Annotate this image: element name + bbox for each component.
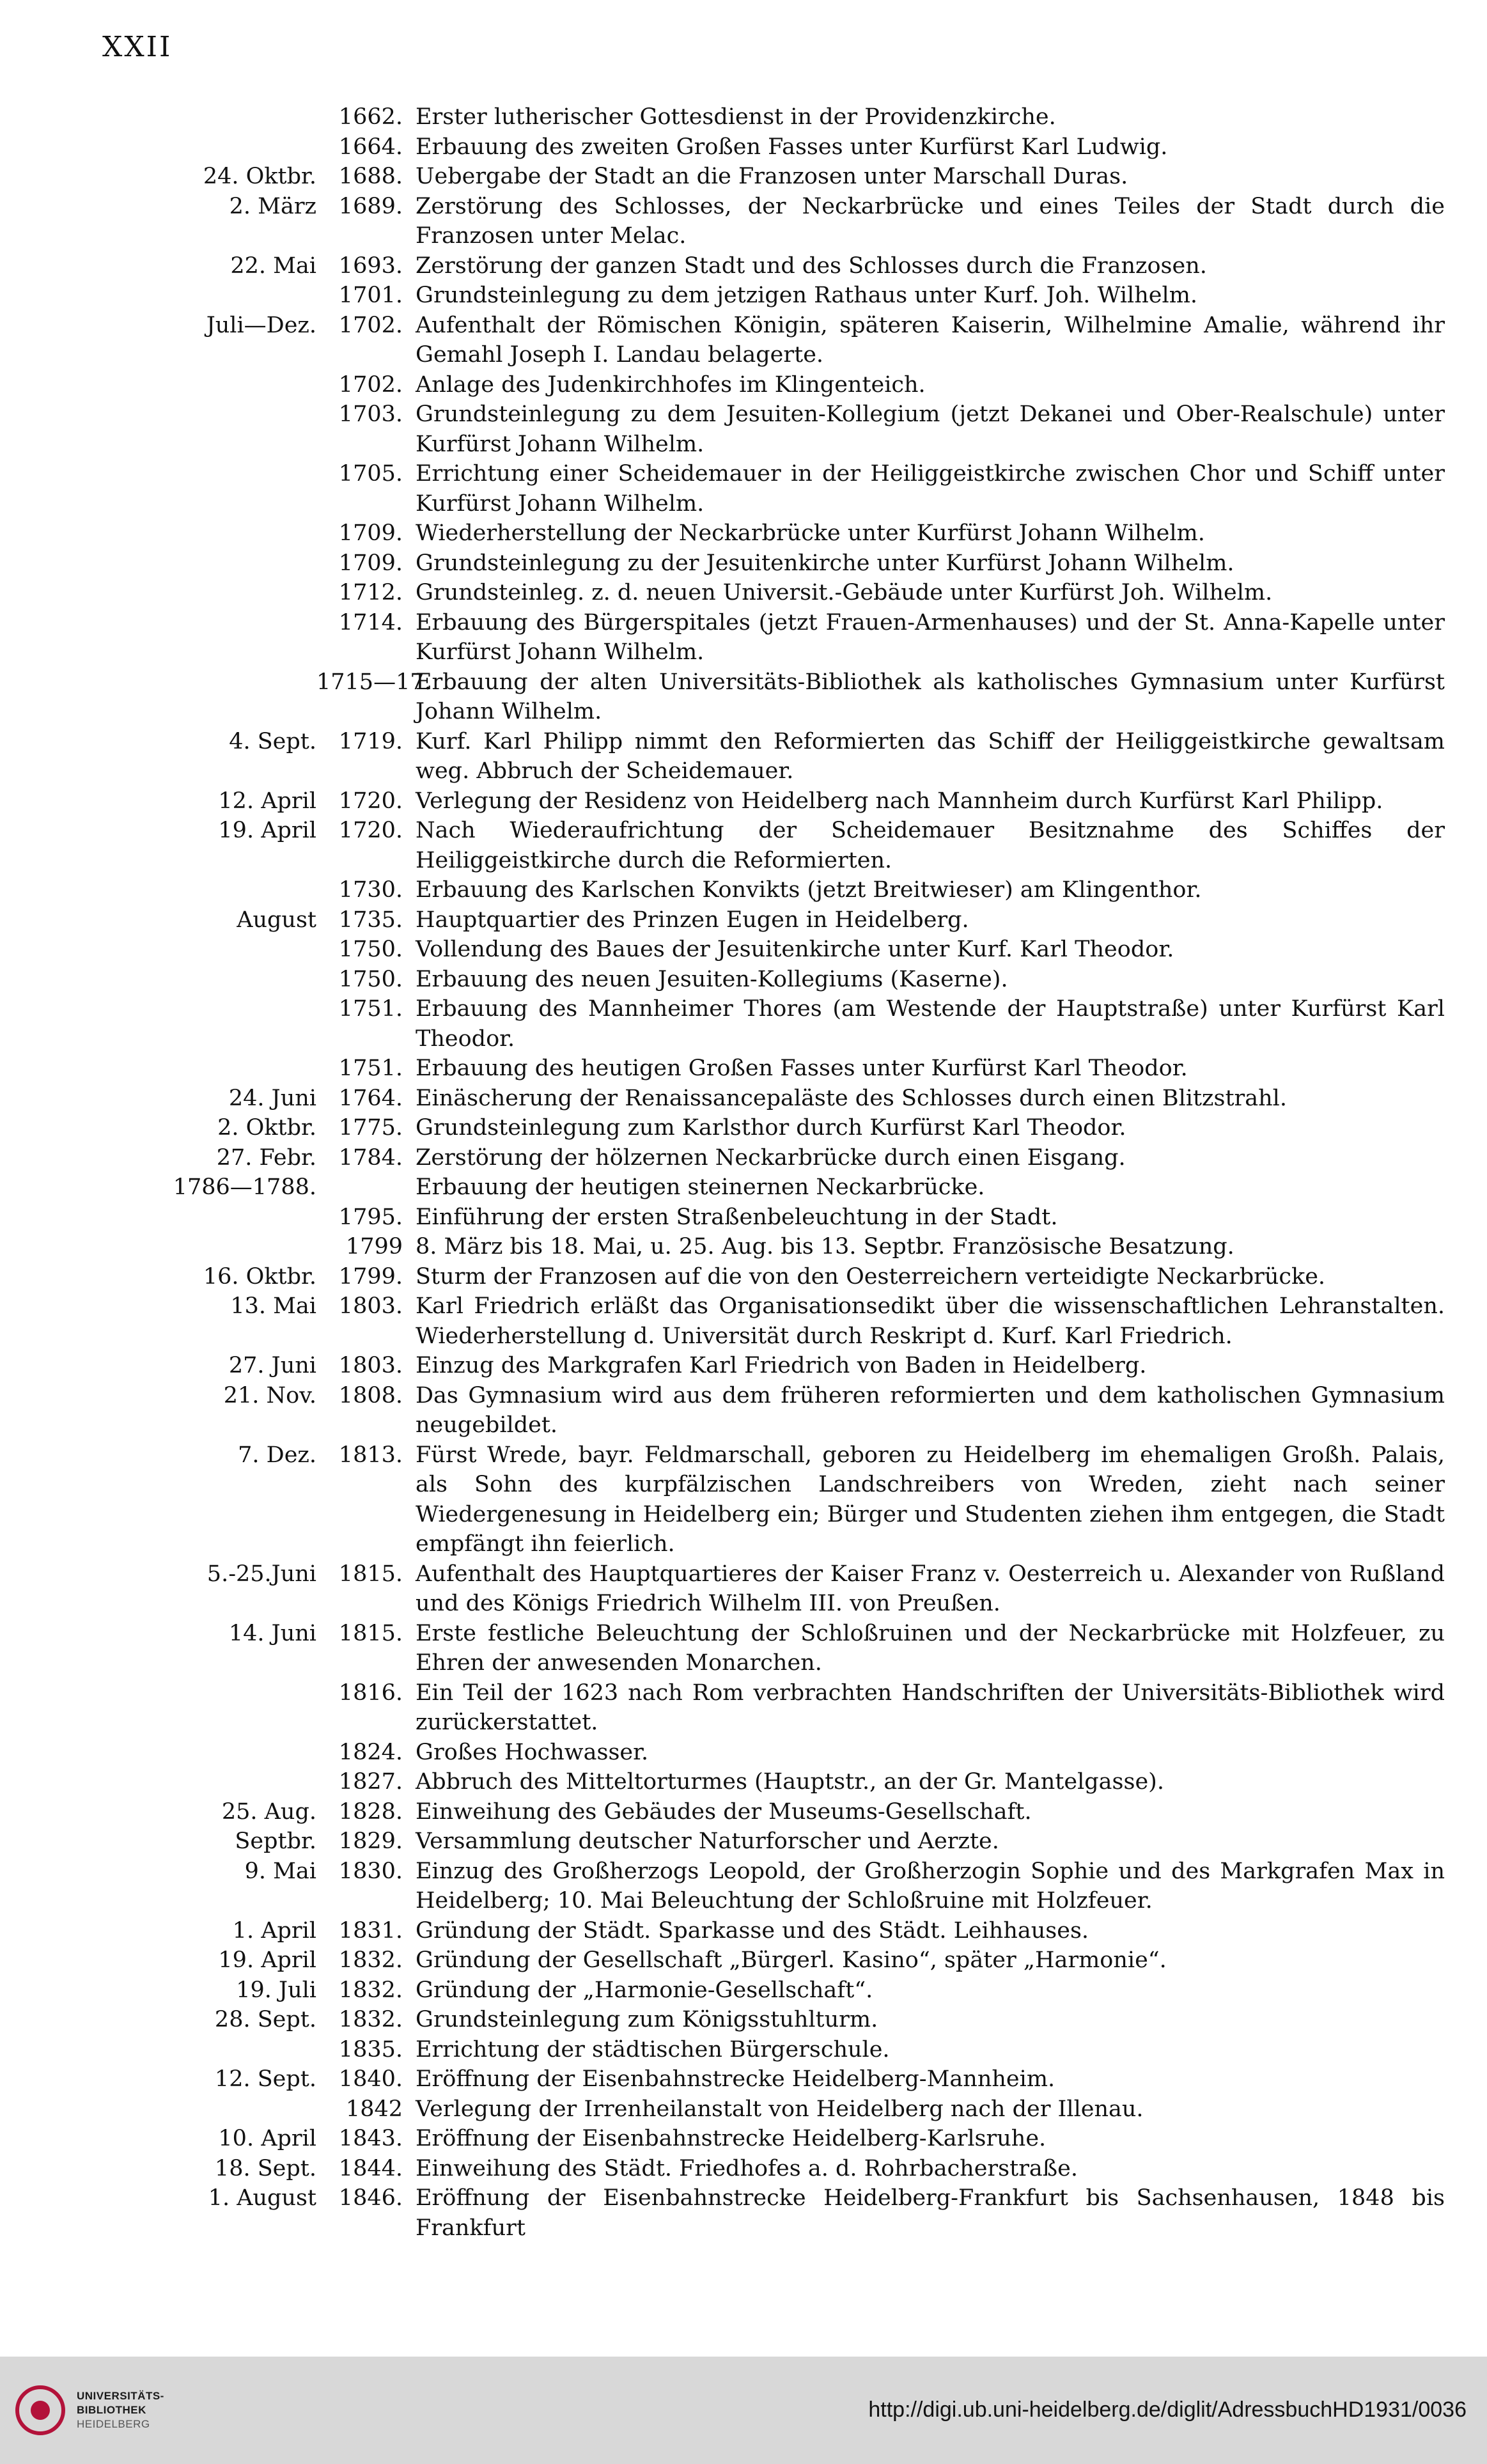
- source-url-link[interactable]: http://digi.ub.uni-heidelberg.de/diglit/AdressbuchHD1931/0036: [868, 2398, 1467, 2422]
- logo-line-3: HEIDELBERG: [77, 2418, 150, 2430]
- chronicle-entry: [96, 1767, 1445, 1797]
- chronicle-entry: [96, 1054, 1445, 1084]
- entry-text: Erbauung der heutigen steinernen Neckarbrücke.: [416, 1174, 985, 1200]
- chronicle-entry: [96, 1945, 1445, 1976]
- chronicle-entry: [96, 251, 1445, 281]
- entry-text: Erbauung des heutigen Großen Fasses unter Kurfürst Karl Theodor.: [416, 1056, 1188, 1081]
- entry-text: Grundsteinleg. z. d. neuen Universit.-Gebäude unter Kurfürst Joh. Wilhelm.: [416, 580, 1273, 605]
- entry-year: 1664.: [338, 134, 403, 160]
- chronicle-entry: [96, 2035, 1445, 2065]
- entry-date: 14. Juni: [228, 1620, 316, 1646]
- entry-year: 1830.: [338, 1858, 403, 1884]
- entry-text: Einweihung des Städt. Friedhofes a. d. Rohrbacherstraße.: [416, 2155, 1078, 2181]
- entry-year: 1764.: [338, 1085, 403, 1111]
- entry-date: 12. April: [218, 788, 316, 814]
- chronicle-entry: [96, 192, 1445, 251]
- entry-text: Anlage des Judenkirchhofes im Klingenteich.: [416, 371, 926, 398]
- chronicle-entry: [96, 1827, 1445, 1857]
- entry-year: 1702.: [338, 371, 403, 398]
- chronicle-entry: [96, 608, 1445, 667]
- entry-date: 25. Aug.: [221, 1798, 316, 1825]
- chronicle-entry: [96, 370, 1445, 400]
- entry-date: 16. Oktbr.: [203, 1263, 316, 1290]
- entry-text: Erbauung des Bürgerspitales (jetzt Frauen-Armenhauses) und der St. Anna-Kapelle unter Kurfürst Johann Wilhelm.: [416, 609, 1445, 665]
- entry-text: Großes Hochwasser.: [416, 1739, 649, 1765]
- entry-text: Ein Teil der 1623 nach Rom verbrachten Handschriften der Universitäts-Bibliothek wird zurückerstattet.: [416, 1680, 1445, 1735]
- chronicle-entry: [96, 994, 1445, 1054]
- entry-date: 1786—1788.: [173, 1174, 316, 1200]
- entry-text: Errichtung der städtischen Bürgerschule.: [416, 2036, 890, 2062]
- entry-text: Kurf. Karl Philipp nimmt den Reformierten das Schiff der Heiliggeistkirche gewaltsam weg. Abbruch der Scheidemauer.: [416, 728, 1445, 784]
- entry-year: 1712.: [338, 580, 403, 605]
- entry-date: 24. Juni: [228, 1085, 316, 1111]
- entry-year: 1688.: [338, 164, 403, 189]
- chronicle-entry: [96, 162, 1445, 192]
- entry-date: 12. Sept.: [214, 2066, 316, 2092]
- entry-year: 1705.: [338, 461, 403, 487]
- chronicle-entry: [96, 1351, 1445, 1381]
- entry-year: 1813.: [338, 1442, 403, 1468]
- entry-year: 1832.: [338, 1977, 403, 2003]
- entry-year: 1803.: [338, 1293, 403, 1319]
- chronicle-entry: [96, 667, 1445, 727]
- entry-year: 1775.: [338, 1115, 403, 1141]
- entry-text: Eröffnung der Eisenbahnstrecke Heidelberg-Mannheim.: [416, 2066, 1055, 2092]
- entry-year: 1795.: [338, 1204, 403, 1230]
- entry-year: 1827.: [338, 1769, 403, 1795]
- chronicle-entry: [96, 786, 1445, 816]
- chronicle-entry: [96, 1440, 1445, 1559]
- entry-year: 1703.: [338, 402, 403, 427]
- chronicle-entry: [96, 1203, 1445, 1233]
- entry-year: 1784.: [338, 1144, 403, 1171]
- chronicle-entry: [96, 1381, 1445, 1440]
- chronicle-entry: [96, 1619, 1445, 1678]
- entry-text: Gründung der „Harmonie-Gesellschaft“.: [416, 1977, 873, 2003]
- entry-text: Einäscherung der Renaissancepaläste des Schlosses durch einen Blitzstrahl.: [416, 1085, 1287, 1111]
- entry-text: Gründung der Städt. Sparkasse und des Städt. Leihhauses.: [416, 1917, 1089, 1944]
- entry-date: 9. Mai: [244, 1858, 316, 1884]
- chronicle-entry: [96, 2124, 1445, 2154]
- chronicle-entry: [96, 1559, 1445, 1619]
- entry-year: 1840.: [338, 2066, 403, 2092]
- entry-text: Aufenthalt der Römischen Königin, späteren Kaiserin, Wilhelmine Amalie, während ihr Gemahl Joseph I. Landau belagerte.: [416, 312, 1445, 368]
- entry-date: 28. Sept.: [214, 2007, 316, 2032]
- logo-line-1: UNIVERSITÄTS-: [77, 2390, 164, 2402]
- entry-date: 4. Sept.: [229, 728, 316, 754]
- entry-date: 1. April: [232, 1917, 316, 1944]
- entry-text: Fürst Wrede, bayr. Feldmarschall, geboren zu Heidelberg im ehemaligen Großh. Palais, als Sohn des kurpfälzischen Landschreibers von Wreden, zieht nach seiner Wiedergenesung in Heidelberg ein; Bürger und Studenten ziehen ihm entgegen, die Stadt empfängt ihn feierlich.: [416, 1442, 1445, 1557]
- chronicle-entry: [96, 1916, 1445, 1946]
- chronicle-entry: [96, 2094, 1445, 2125]
- entry-text: Nach Wiederaufrichtung der Scheidemauer Besitznahme des Schiffes der Heiliggeistkirche durch die Reformierten.: [416, 818, 1445, 873]
- entry-year: 1824.: [338, 1739, 403, 1765]
- chronicle-entry: [96, 578, 1445, 608]
- entry-year: 1720.: [338, 818, 403, 843]
- entry-text: Zerstörung des Schlosses, der Neckarbrücke und eines Teiles der Stadt durch die Franzosen unter Melac.: [416, 193, 1445, 249]
- entry-text: 8. März bis 18. Mai, u. 25. Aug. bis 13. Septbr. Französische Besatzung.: [416, 1234, 1234, 1259]
- entry-year: 1842: [345, 2096, 403, 2122]
- chronicle-entry: [96, 1976, 1445, 2006]
- chronicle-entry: [96, 519, 1445, 549]
- entry-text: Errichtung einer Scheidemauer in der Heiliggeistkirche zwischen Chor und Schiff unter Kurfürst Johann Wilhelm.: [416, 461, 1445, 517]
- entry-text: Wiederherstellung der Neckarbrücke unter Kurfürst Johann Wilhelm.: [416, 520, 1205, 546]
- entry-text: Zerstörung der ganzen Stadt und des Schlosses durch die Franzosen.: [416, 253, 1207, 279]
- entry-year: 1751.: [338, 996, 403, 1022]
- entry-date: Juli—Dez.: [206, 312, 316, 338]
- entry-date: 2. Oktbr.: [217, 1115, 316, 1141]
- entry-text: Grundsteinlegung zum Königsstuhlturm.: [416, 2007, 878, 2032]
- entry-date: 2. März: [229, 193, 316, 219]
- entry-date: 7. Dez.: [238, 1442, 316, 1468]
- chronicle-entry: [96, 2064, 1445, 2094]
- library-logo-text: [77, 2389, 164, 2431]
- entry-text: Eröffnung der Eisenbahnstrecke Heidelberg-Frankfurt bis Sachsenhausen, 1848 bis Frankfurt: [416, 2185, 1445, 2241]
- entry-year: 1832.: [338, 1947, 403, 1973]
- entry-text: Grundsteinlegung zu dem jetzigen Rathaus unter Kurf. Joh. Wilhelm.: [416, 283, 1198, 308]
- entry-date: 27. Juni: [228, 1353, 316, 1378]
- entry-text: Verlegung der Irrenheilanstalt von Heidelberg nach der Illenau.: [416, 2096, 1144, 2122]
- entry-date: 24. Oktbr.: [203, 164, 316, 189]
- entry-text: Zerstörung der hölzernen Neckarbrücke durch einen Eisgang.: [416, 1144, 1126, 1171]
- chronicle-entry: [96, 549, 1445, 579]
- entry-text: Sturm der Franzosen auf die von den Oesterreichern verteidigte Neckarbrücke.: [416, 1263, 1326, 1290]
- entry-year: 1799: [345, 1234, 403, 1259]
- page-number: XXII: [102, 31, 173, 63]
- entry-text: Abbruch des Mitteltorturmes (Hauptstr., an der Gr. Mantelgasse).: [416, 1769, 1164, 1795]
- entry-text: Grundsteinlegung zu dem Jesuiten-Kollegium (jetzt Dekanei und Ober-Realschule) unter Kurfürst Johann Wilhelm.: [416, 402, 1445, 457]
- entry-year: 1715—17.: [316, 669, 432, 695]
- entry-date: 1. August: [208, 2185, 316, 2211]
- entry-text: Das Gymnasium wird aus dem früheren reformierten und dem katholischen Gymnasium neugebildet.: [416, 1382, 1445, 1438]
- chronicle-entry: [96, 935, 1445, 965]
- entry-text: Erbauung des neuen Jesuiten-Kollegiums (Kaserne).: [416, 966, 1008, 992]
- entry-text: Vollendung des Baues der Jesuitenkirche unter Kurf. Karl Theodor.: [416, 937, 1174, 962]
- entry-year: 1702.: [338, 312, 403, 338]
- entry-text: Aufenthalt des Hauptquartieres der Kaiser Franz v. Oesterreich u. Alexander von Rußland und des Königs Friedrich Wilhelm III. von Preußen.: [416, 1561, 1445, 1616]
- entry-text: Erste festliche Beleuchtung der Schloßruinen und der Neckarbrücke mit Holzfeuer, zu Ehren der anwesenden Monarchen.: [416, 1620, 1445, 1676]
- chronicle-entry: [96, 2183, 1445, 2243]
- entry-year: 1750.: [338, 937, 403, 962]
- entry-date: 10. April: [218, 2126, 316, 2151]
- entry-date: 22. Mai: [230, 253, 316, 279]
- entry-year: 1701.: [338, 283, 403, 308]
- entry-year: 1832.: [338, 2007, 403, 2032]
- chronicle-entry: [96, 1678, 1445, 1738]
- chronicle-entry: [96, 311, 1445, 370]
- entry-date: 19. April: [218, 818, 316, 843]
- entry-date: 21. Nov.: [223, 1382, 316, 1408]
- chronicle-entry: [96, 1143, 1445, 1173]
- entry-year: 1828.: [338, 1798, 403, 1825]
- university-seal-icon: [15, 2385, 65, 2435]
- chronicle-entry: [96, 1262, 1445, 1292]
- chronicle-entry: [96, 102, 1445, 132]
- chronicle-entry: [96, 1113, 1445, 1143]
- chronicle-entry: [96, 1738, 1445, 1768]
- entry-text: Uebergabe der Stadt an die Franzosen unter Marschall Duras.: [416, 164, 1128, 189]
- entry-date: 18. Sept.: [214, 2155, 316, 2181]
- entry-text: Einführung der ersten Straßenbeleuchtung in der Stadt.: [416, 1204, 1058, 1230]
- entry-year: 1750.: [338, 966, 403, 992]
- entry-text: Einzug des Markgrafen Karl Friedrich von Baden in Heidelberg.: [416, 1353, 1147, 1378]
- library-logo[interactable]: [15, 2385, 164, 2435]
- entry-text: Karl Friedrich erläßt das Organisationsedikt über die wissenschaftlichen Lehranstalten. Wiederherstellung d. Universität durch Reskript d. Kurf. Karl Friedrich.: [416, 1293, 1445, 1349]
- entry-text: Erbauung des Karlschen Konvikts (jetzt Breitwieser) am Klingenthor.: [416, 877, 1202, 903]
- entry-date: 13. Mai: [230, 1293, 316, 1319]
- chronicle-entry: [96, 905, 1445, 935]
- entry-date: 19. Juli: [236, 1977, 316, 2003]
- entry-year: 1730.: [338, 877, 403, 903]
- entry-text: Gründung der Gesellschaft „Bürgerl. Kasino“, später „Harmonie“.: [416, 1947, 1167, 1973]
- entry-text: Erbauung des Mannheimer Thores (am Westende der Hauptstraße) unter Kurfürst Karl Theodor.: [416, 996, 1445, 1052]
- entry-text: Grundsteinlegung zu der Jesuitenkirche unter Kurfürst Johann Wilhelm.: [416, 550, 1234, 576]
- chronicle-entry: [96, 875, 1445, 905]
- entry-text: Einzug des Großherzogs Leopold, der Großherzogin Sophie und des Markgrafen Max in Heidelberg; 10. Mai Beleuchtung der Schloßruine mit Holzfeuer.: [416, 1858, 1445, 1914]
- entry-year: 1720.: [338, 788, 403, 814]
- chronicle-entry: [96, 400, 1445, 459]
- entry-year: 1662.: [338, 104, 403, 130]
- entry-year: 1831.: [338, 1917, 403, 1944]
- chronicle-entry: [96, 2005, 1445, 2035]
- chronicle-entry: [96, 1173, 1445, 1203]
- entry-year: 1846.: [338, 2185, 403, 2211]
- chronicle-entry: [96, 1232, 1445, 1262]
- chronicle-entry: [96, 132, 1445, 162]
- entry-text: Einweihung des Gebäudes der Museums-Gesellschaft.: [416, 1798, 1032, 1825]
- entry-year: 1815.: [338, 1561, 403, 1587]
- entry-year: 1829.: [338, 1829, 403, 1854]
- chronicle-entry: [96, 1857, 1445, 1916]
- entry-year: 1815.: [338, 1620, 403, 1646]
- entry-year: 1816.: [338, 1680, 403, 1706]
- footer-bar: [0, 2357, 1487, 2464]
- entry-text: Erbauung des zweiten Großen Fasses unter Kurfürst Karl Ludwig.: [416, 134, 1168, 160]
- entry-year: 1689.: [338, 193, 403, 219]
- entry-year: 1808.: [338, 1382, 403, 1408]
- chronicle-entry: [96, 1797, 1445, 1827]
- entry-text: Verlegung der Residenz von Heidelberg nach Mannheim durch Kurfürst Karl Philipp.: [416, 788, 1383, 814]
- chronicle-entry: [96, 816, 1445, 875]
- entry-year: 1803.: [338, 1353, 403, 1378]
- entry-date: 19. April: [218, 1947, 316, 1973]
- entry-year: 1844.: [338, 2155, 403, 2181]
- entry-year: 1693.: [338, 253, 403, 279]
- chronicle-entry: [96, 281, 1445, 311]
- entry-text: Grundsteinlegung zum Karlsthor durch Kurfürst Karl Theodor.: [416, 1115, 1126, 1141]
- entry-year: 1799.: [338, 1263, 403, 1290]
- entry-year: 1843.: [338, 2126, 403, 2151]
- entry-year: 1709.: [338, 550, 403, 576]
- entry-year: 1719.: [338, 728, 403, 754]
- entry-text: Hauptquartier des Prinzen Eugen in Heidelberg.: [416, 907, 969, 933]
- entry-date: Septbr.: [235, 1829, 316, 1854]
- entry-year: 1735.: [338, 907, 403, 933]
- entry-year: 1835.: [338, 2036, 403, 2062]
- chronicle-entry: [96, 1084, 1445, 1114]
- chronicle-entry: [96, 727, 1445, 786]
- logo-line-2: BIBLIOTHEK: [77, 2404, 146, 2416]
- chronicle-entry: [96, 2154, 1445, 2184]
- entry-year: 1751.: [338, 1056, 403, 1081]
- entry-date: 27. Febr.: [216, 1144, 316, 1171]
- entry-text: Versammlung deutscher Naturforscher und Aerzte.: [416, 1829, 999, 1854]
- entry-year: 1709.: [338, 520, 403, 546]
- chronicle-entry: [96, 965, 1445, 995]
- chronicle-entry: [96, 1291, 1445, 1351]
- entry-text: Erbauung der alten Universitäts-Bibliothek als katholisches Gymnasium unter Kurfürst Johann Wilhelm.: [416, 669, 1445, 724]
- entry-text: Erster lutherischer Gottesdienst in der Providenzkirche.: [416, 104, 1056, 130]
- chronicle-list: [96, 102, 1445, 2243]
- entry-date: 5.-25.Juni: [206, 1561, 316, 1587]
- entry-text: Eröffnung der Eisenbahnstrecke Heidelberg-Karlsruhe.: [416, 2126, 1047, 2151]
- entry-year: 1714.: [338, 609, 403, 635]
- entry-date: August: [237, 907, 316, 933]
- chronicle-entry: [96, 459, 1445, 519]
